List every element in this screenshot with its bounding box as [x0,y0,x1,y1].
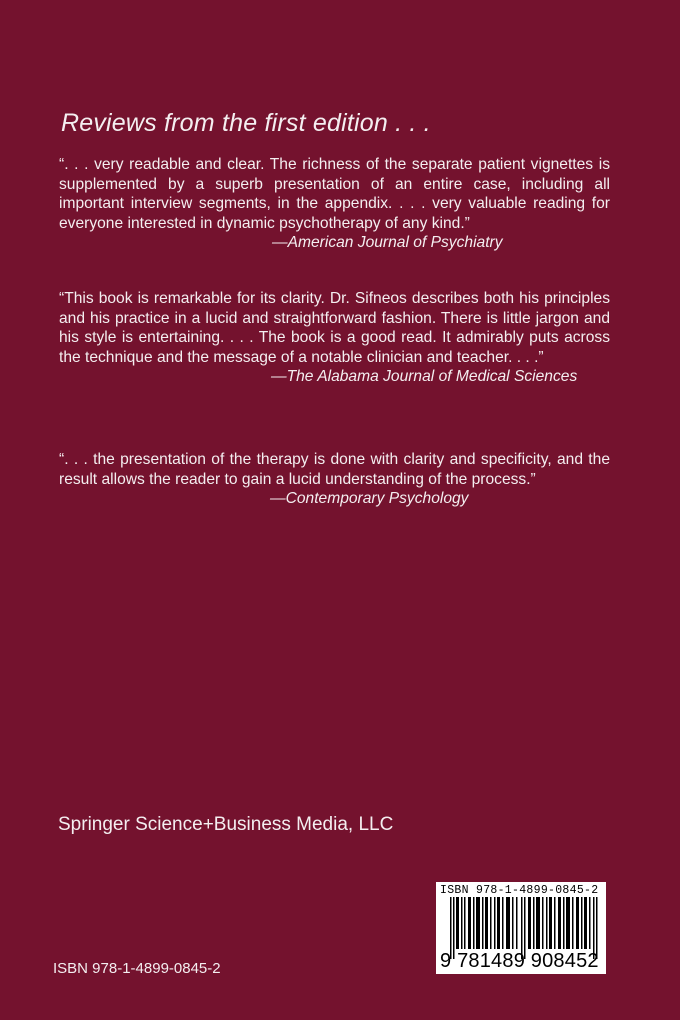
review-source: —American Journal of Psychiatry [272,234,503,251]
review-quote: “This book is remarkable for its clarity. Dr. Sifneos describes both his principles and his practice in a lucid and straightforward fashion. There is little jargon and his style is entertaining. . . . The book is a good read. It admirably puts across the technique and the message of a notable clinician and teacher. . . .” [59,290,610,366]
review-1 [59,155,610,253]
review-quote: “. . . very readable and clear. The richness of the separate patient vignettes is supplemented by a superb presentation of an entire case, including all important interview segments, in the appendix. . . . very valuable reading for everyone interested in dynamic psychotherapy of any kind.” [59,156,610,232]
publisher-name: Springer Science+Business Media, LLC [58,814,394,835]
isbn-barcode [436,882,606,974]
review-2 [59,289,610,387]
review-quote: “. . . the presentation of the therapy is done with clarity and specificity, and the result allows the reader to gain a lucid understanding of the process.” [59,451,610,488]
review-3 [59,450,610,509]
barcode-digits: 9 781489 908452 [440,950,599,972]
isbn-number: ISBN 978-1-4899-0845-2 [53,960,221,977]
review-source: —Contemporary Psychology [270,490,469,507]
review-source: —The Alabama Journal of Medical Sciences [271,368,578,385]
reviews-heading: Reviews from the first edition . . . [61,109,431,137]
barcode-isbn-label: ISBN 978-1-4899-0845-2 [440,884,599,897]
